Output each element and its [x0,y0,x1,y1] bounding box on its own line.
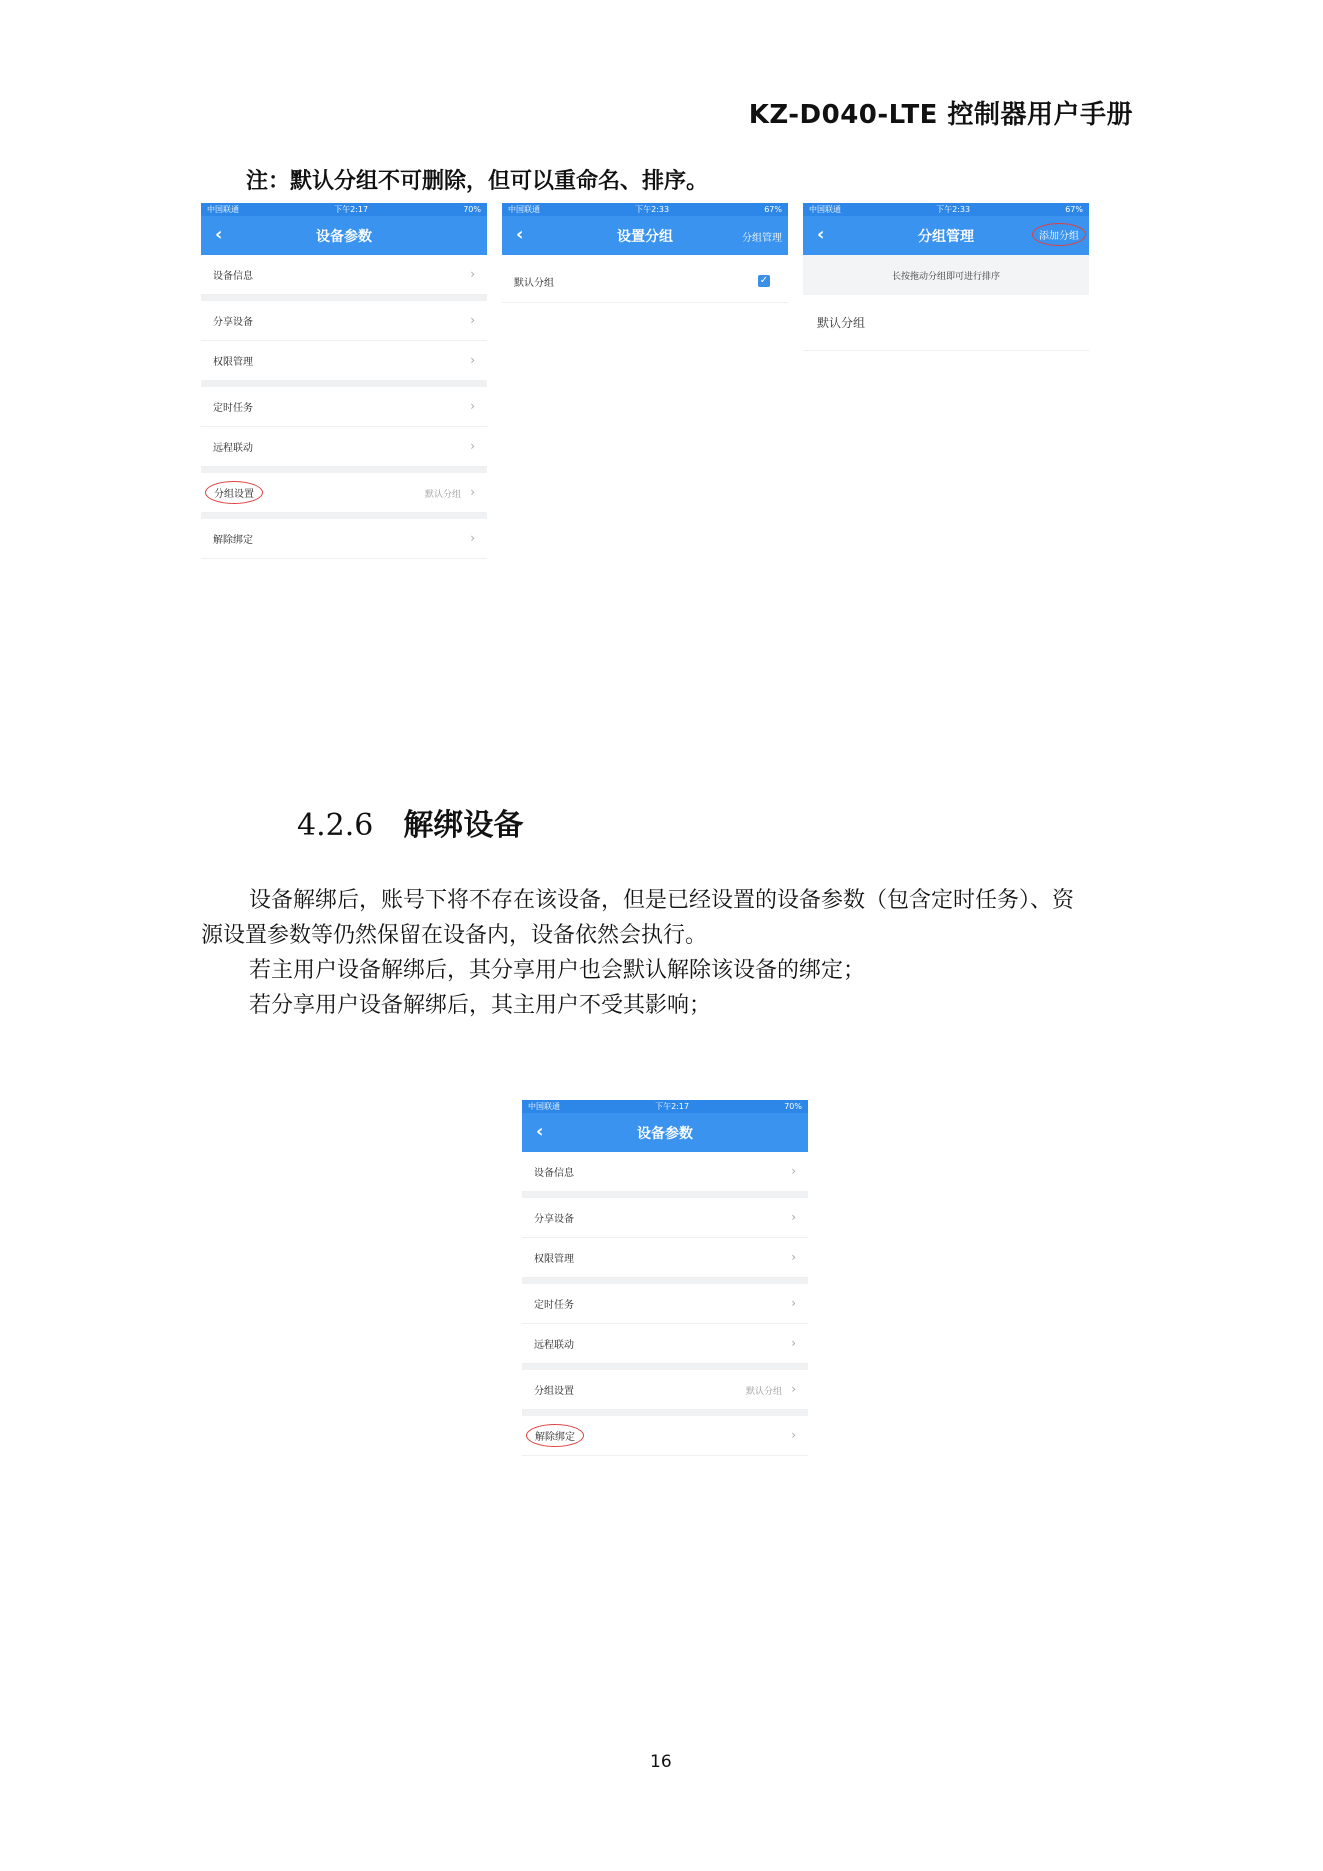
page-number: 16 [650,1752,672,1772]
check-icon[interactable]: ✓ [759,275,769,286]
row-device-info[interactable]: 设备信息 › [522,1152,808,1192]
group-manage-button[interactable]: 分组管理 [742,233,782,244]
row-default-group[interactable]: 默认分组 ✓ [502,261,788,303]
carrier-label: 中国联通 [809,205,841,214]
battery-label: 67% [764,205,782,214]
chevron-right-icon: › [470,399,475,413]
chevron-right-icon: › [470,353,475,367]
back-arrow-icon[interactable]: ‹ [536,1121,544,1142]
group-list-item[interactable]: 默认分组 [803,295,1089,351]
status-bar [201,203,487,216]
section-heading [297,800,523,844]
nav-bar [201,216,487,255]
carrier-label: 中国联通 [528,1102,560,1111]
paragraph-3: 若分享用户设备解绑后，其主用户不受其影响； [249,993,712,1018]
group-value: 默认分组 [424,490,461,500]
nav-title: 设备参数 [316,228,372,245]
row-timer-task[interactable]: 定时任务 › [522,1284,808,1324]
time-label: 下午2:17 [655,1102,690,1111]
row-remote-link[interactable]: 远程联动 › [522,1324,808,1364]
time-label: 下午2:17 [334,205,369,214]
nav-bar [522,1113,808,1152]
row-unbind[interactable]: 解除绑定 › [522,1416,808,1456]
nav-title: 设备参数 [637,1125,693,1142]
status-bar [502,203,788,216]
row-group-setting[interactable]: 分组设置 默认分组 › [522,1370,808,1410]
time-label: 下午2:33 [936,205,971,214]
time-label: 下午2:33 [635,205,670,214]
row-share-device[interactable]: 分享设备 › [522,1198,808,1238]
battery-label: 70% [463,205,481,214]
chevron-right-icon: › [791,1336,796,1350]
row-permission[interactable]: 权限管理 › [522,1238,808,1278]
sort-hint: 长按拖动分组即可进行排序 [803,255,1089,295]
note-text: 注：默认分组不可删除，但可以重命名、排序。 [246,169,709,194]
phone-screenshot-group-manage [803,203,1089,353]
add-group-button[interactable]: 添加分组 [1032,223,1086,246]
phone-screenshot-device-params [201,203,487,568]
document-header-title: KZ-D040-LTE 控制器用户手册 [748,100,1133,130]
row-unbind[interactable]: 解除绑定 › [201,519,487,559]
section-title: 解绑设备 [403,808,524,843]
row-device-info[interactable]: 设备信息 › [201,255,487,295]
chevron-right-icon: › [791,1296,796,1310]
nav-bar [803,216,1089,255]
chevron-right-icon: › [470,439,475,453]
chevron-right-icon: › [791,1164,796,1178]
paragraph-2: 若主用户设备解绑后，其分享用户也会默认解除该设备的绑定； [249,958,866,983]
phone-screenshot-device-params-unbind [522,1100,808,1468]
nav-title: 分组管理 [918,228,974,245]
back-arrow-icon[interactable]: ‹ [516,224,524,245]
battery-label: 70% [784,1102,802,1111]
nav-bar [502,216,788,255]
status-bar [803,203,1089,216]
chevron-right-icon: › [470,485,475,499]
row-timer-task[interactable]: 定时任务 › [201,387,487,427]
paragraph-1-line-1: 设备解绑后，账号下将不存在该设备，但是已经设置的设备参数（包含定时任务）、资 [249,888,1075,913]
row-remote-link[interactable]: 远程联动 › [201,427,487,467]
group-value: 默认分组 [745,1387,782,1397]
section-number: 4.2.6 [297,808,374,843]
chevron-right-icon: › [470,267,475,281]
back-arrow-icon[interactable]: ‹ [817,224,825,245]
chevron-right-icon: › [470,313,475,327]
carrier-label: 中国联通 [508,205,540,214]
phone-screenshot-set-group [502,203,788,353]
battery-label: 67% [1065,205,1083,214]
chevron-right-icon: › [791,1382,796,1396]
back-arrow-icon[interactable]: ‹ [215,224,223,245]
row-share-device[interactable]: 分享设备 › [201,301,487,341]
row-group-setting[interactable]: 分组设置 默认分组 › [201,473,487,513]
nav-title: 设置分组 [617,228,673,245]
paragraph-1-line-2: 源设置参数等仍然保留在设备内，设备依然会执行。 [201,923,708,948]
chevron-right-icon: › [791,1428,796,1442]
chevron-right-icon: › [791,1250,796,1264]
status-bar [522,1100,808,1113]
carrier-label: 中国联通 [207,205,239,214]
chevron-right-icon: › [470,531,475,545]
row-permission[interactable]: 权限管理 › [201,341,487,381]
chevron-right-icon: › [791,1210,796,1224]
